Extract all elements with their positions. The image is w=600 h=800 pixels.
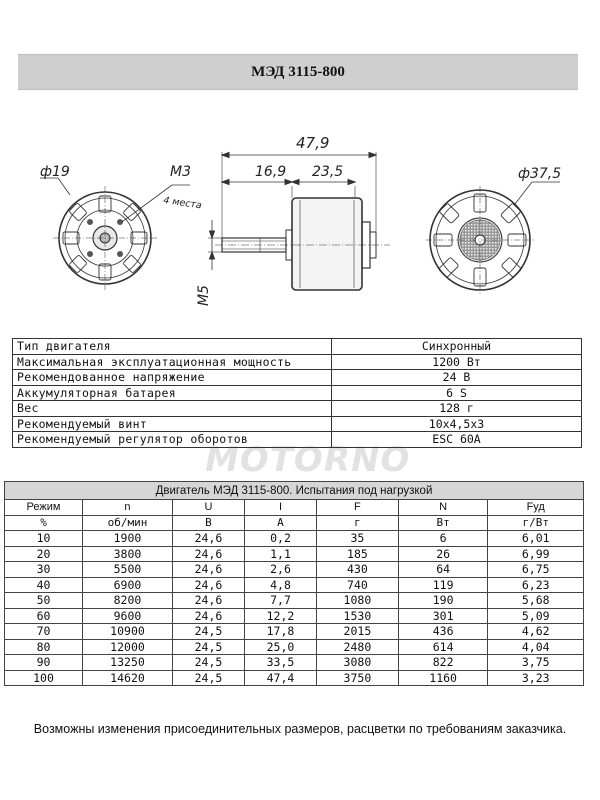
table-cell: 2015 [317,624,399,640]
table-cell: 24,6 [172,546,244,562]
table-cell: 10900 [83,624,173,640]
column-unit: А [244,515,316,531]
table-cell: 1900 [83,531,173,547]
table-cell: 5,68 [488,593,584,609]
table-cell: 1530 [317,608,399,624]
table-row [5,655,584,671]
table-cell: 24,5 [172,670,244,686]
rear-view [426,182,560,294]
table-cell: 3,75 [488,655,584,671]
table-row [5,562,584,578]
table-cell: 5,09 [488,608,584,624]
table-row [5,670,584,686]
dim-overall-length: 47,9 [296,134,330,152]
spec-value: 128 г [332,401,582,417]
load-test-table [4,481,584,686]
table-cell: 822 [398,655,488,671]
table-cell: 6 [398,531,488,547]
spec-row [13,354,582,370]
table-cell: 301 [398,608,488,624]
footer-note: Возможны изменения присоединительных размеров, расцветки по требованиям заказчика. [33,722,567,736]
table-cell: 1080 [317,593,399,609]
column-unit: г/Вт [488,515,584,531]
column-header: Режим [5,500,83,516]
spec-row [13,432,582,448]
table-cell: 70 [5,624,83,640]
spec-param: Максимальная эксплуатационная мощность [13,354,332,370]
table-cell: 50 [5,593,83,609]
spec-table [12,338,582,448]
table-cell: 14620 [83,670,173,686]
table-cell: 185 [317,546,399,562]
table-cell: 614 [398,639,488,655]
table-row [5,531,584,547]
spec-row [13,370,582,386]
table-cell: 33,5 [244,655,316,671]
column-header: N [398,500,488,516]
table-cell: 24,5 [172,655,244,671]
table-cell: 26 [398,546,488,562]
column-unit: Вт [398,515,488,531]
dim-shaft-length: 16,9 [255,164,287,180]
table-cell: 3080 [317,655,399,671]
spec-row [13,401,582,417]
table-row [5,577,584,593]
column-unit: г [317,515,399,531]
table-cell: 30 [5,562,83,578]
table-cell: 2480 [317,639,399,655]
table-cell: 740 [317,577,399,593]
document-title [18,54,578,90]
table-cell: 80 [5,639,83,655]
table-cell: 20 [5,546,83,562]
table-cell: 3,23 [488,670,584,686]
table-cell: 24,6 [172,562,244,578]
table-cell: 1160 [398,670,488,686]
column-header: U [172,500,244,516]
table-row [5,608,584,624]
table-cell: 12,2 [244,608,316,624]
table-row [5,546,584,562]
table-cell: 12000 [83,639,173,655]
table-cell: 436 [398,624,488,640]
table-cell: 25,0 [244,639,316,655]
column-header: I [244,500,316,516]
table-cell: 430 [317,562,399,578]
table-cell: 17,8 [244,624,316,640]
spec-param: Тип двигателя [13,339,332,355]
side-view [208,152,390,290]
spec-param: Аккумуляторная батарея [13,385,332,401]
spec-param: Рекомендованное напряжение [13,370,332,386]
column-unit: % [5,515,83,531]
watermark-text: MOTORNO [205,440,411,480]
table-cell: 3800 [83,546,173,562]
spec-value: ESC 60A [332,432,582,448]
spec-value: Синхронный [332,339,582,355]
table-cell: 13250 [83,655,173,671]
dim-thread-note: 4 места [162,195,203,212]
table-cell: 64 [398,562,488,578]
table-cell: 24,6 [172,577,244,593]
table-row [5,624,584,640]
column-header: Fуд [488,500,584,516]
table-cell: 4,04 [488,639,584,655]
table-cell: 6,01 [488,531,584,547]
table-cell: 4,62 [488,624,584,640]
table-cell: 2,6 [244,562,316,578]
table-cell: 6900 [83,577,173,593]
table-cell: 1,1 [244,546,316,562]
table-cell: 119 [398,577,488,593]
column-header: F [317,500,399,516]
spec-row [13,416,582,432]
spec-param: Рекомендуемый регулятор оборотов [13,432,332,448]
motor-drawing [0,110,600,330]
table-cell: 24,5 [172,639,244,655]
spec-value: 24 В [332,370,582,386]
table-caption: Двигатель МЭД 3115-800. Испытания под нагрузкой [5,482,584,500]
dim-thread: M3 [170,164,191,180]
table-row [5,593,584,609]
column-unit: об/мин [83,515,173,531]
table-cell: 6,75 [488,562,584,578]
dim-front-diameter: ф19 [40,164,70,180]
table-row [5,639,584,655]
table-cell: 10 [5,531,83,547]
table-cell: 90 [5,655,83,671]
table-cell: 24,6 [172,608,244,624]
table-cell: 0,2 [244,531,316,547]
table-cell: 47,4 [244,670,316,686]
table-cell: 24,5 [172,624,244,640]
spec-row [13,339,582,355]
table-cell: 6,99 [488,546,584,562]
spec-param: Рекомендуемый винт [13,416,332,432]
table-cell: 24,6 [172,593,244,609]
table-cell: 4,8 [244,577,316,593]
table-cell: 7,7 [244,593,316,609]
spec-param: Вес [13,401,332,417]
table-cell: 190 [398,593,488,609]
table-cell: 24,6 [172,531,244,547]
table-cell: 3750 [317,670,399,686]
table-cell: 6,23 [488,577,584,593]
table-cell: 8200 [83,593,173,609]
spec-value: 6 S [332,385,582,401]
dim-body-length: 23,5 [312,164,344,180]
table-cell: 40 [5,577,83,593]
spec-value: 1200 Вт [332,354,582,370]
table-cell: 5500 [83,562,173,578]
table-cell: 60 [5,608,83,624]
column-unit: В [172,515,244,531]
title-text: МЭД 3115-800 [251,63,345,80]
column-header: n [83,500,173,516]
table-cell: 9600 [83,608,173,624]
spec-value: 10х4,5х3 [332,416,582,432]
table-cell: 100 [5,670,83,686]
dim-shaft-thread: M5 [196,285,212,306]
table-cell: 35 [317,531,399,547]
spec-row [13,385,582,401]
dim-rear-diameter: ф37,5 [518,166,562,182]
